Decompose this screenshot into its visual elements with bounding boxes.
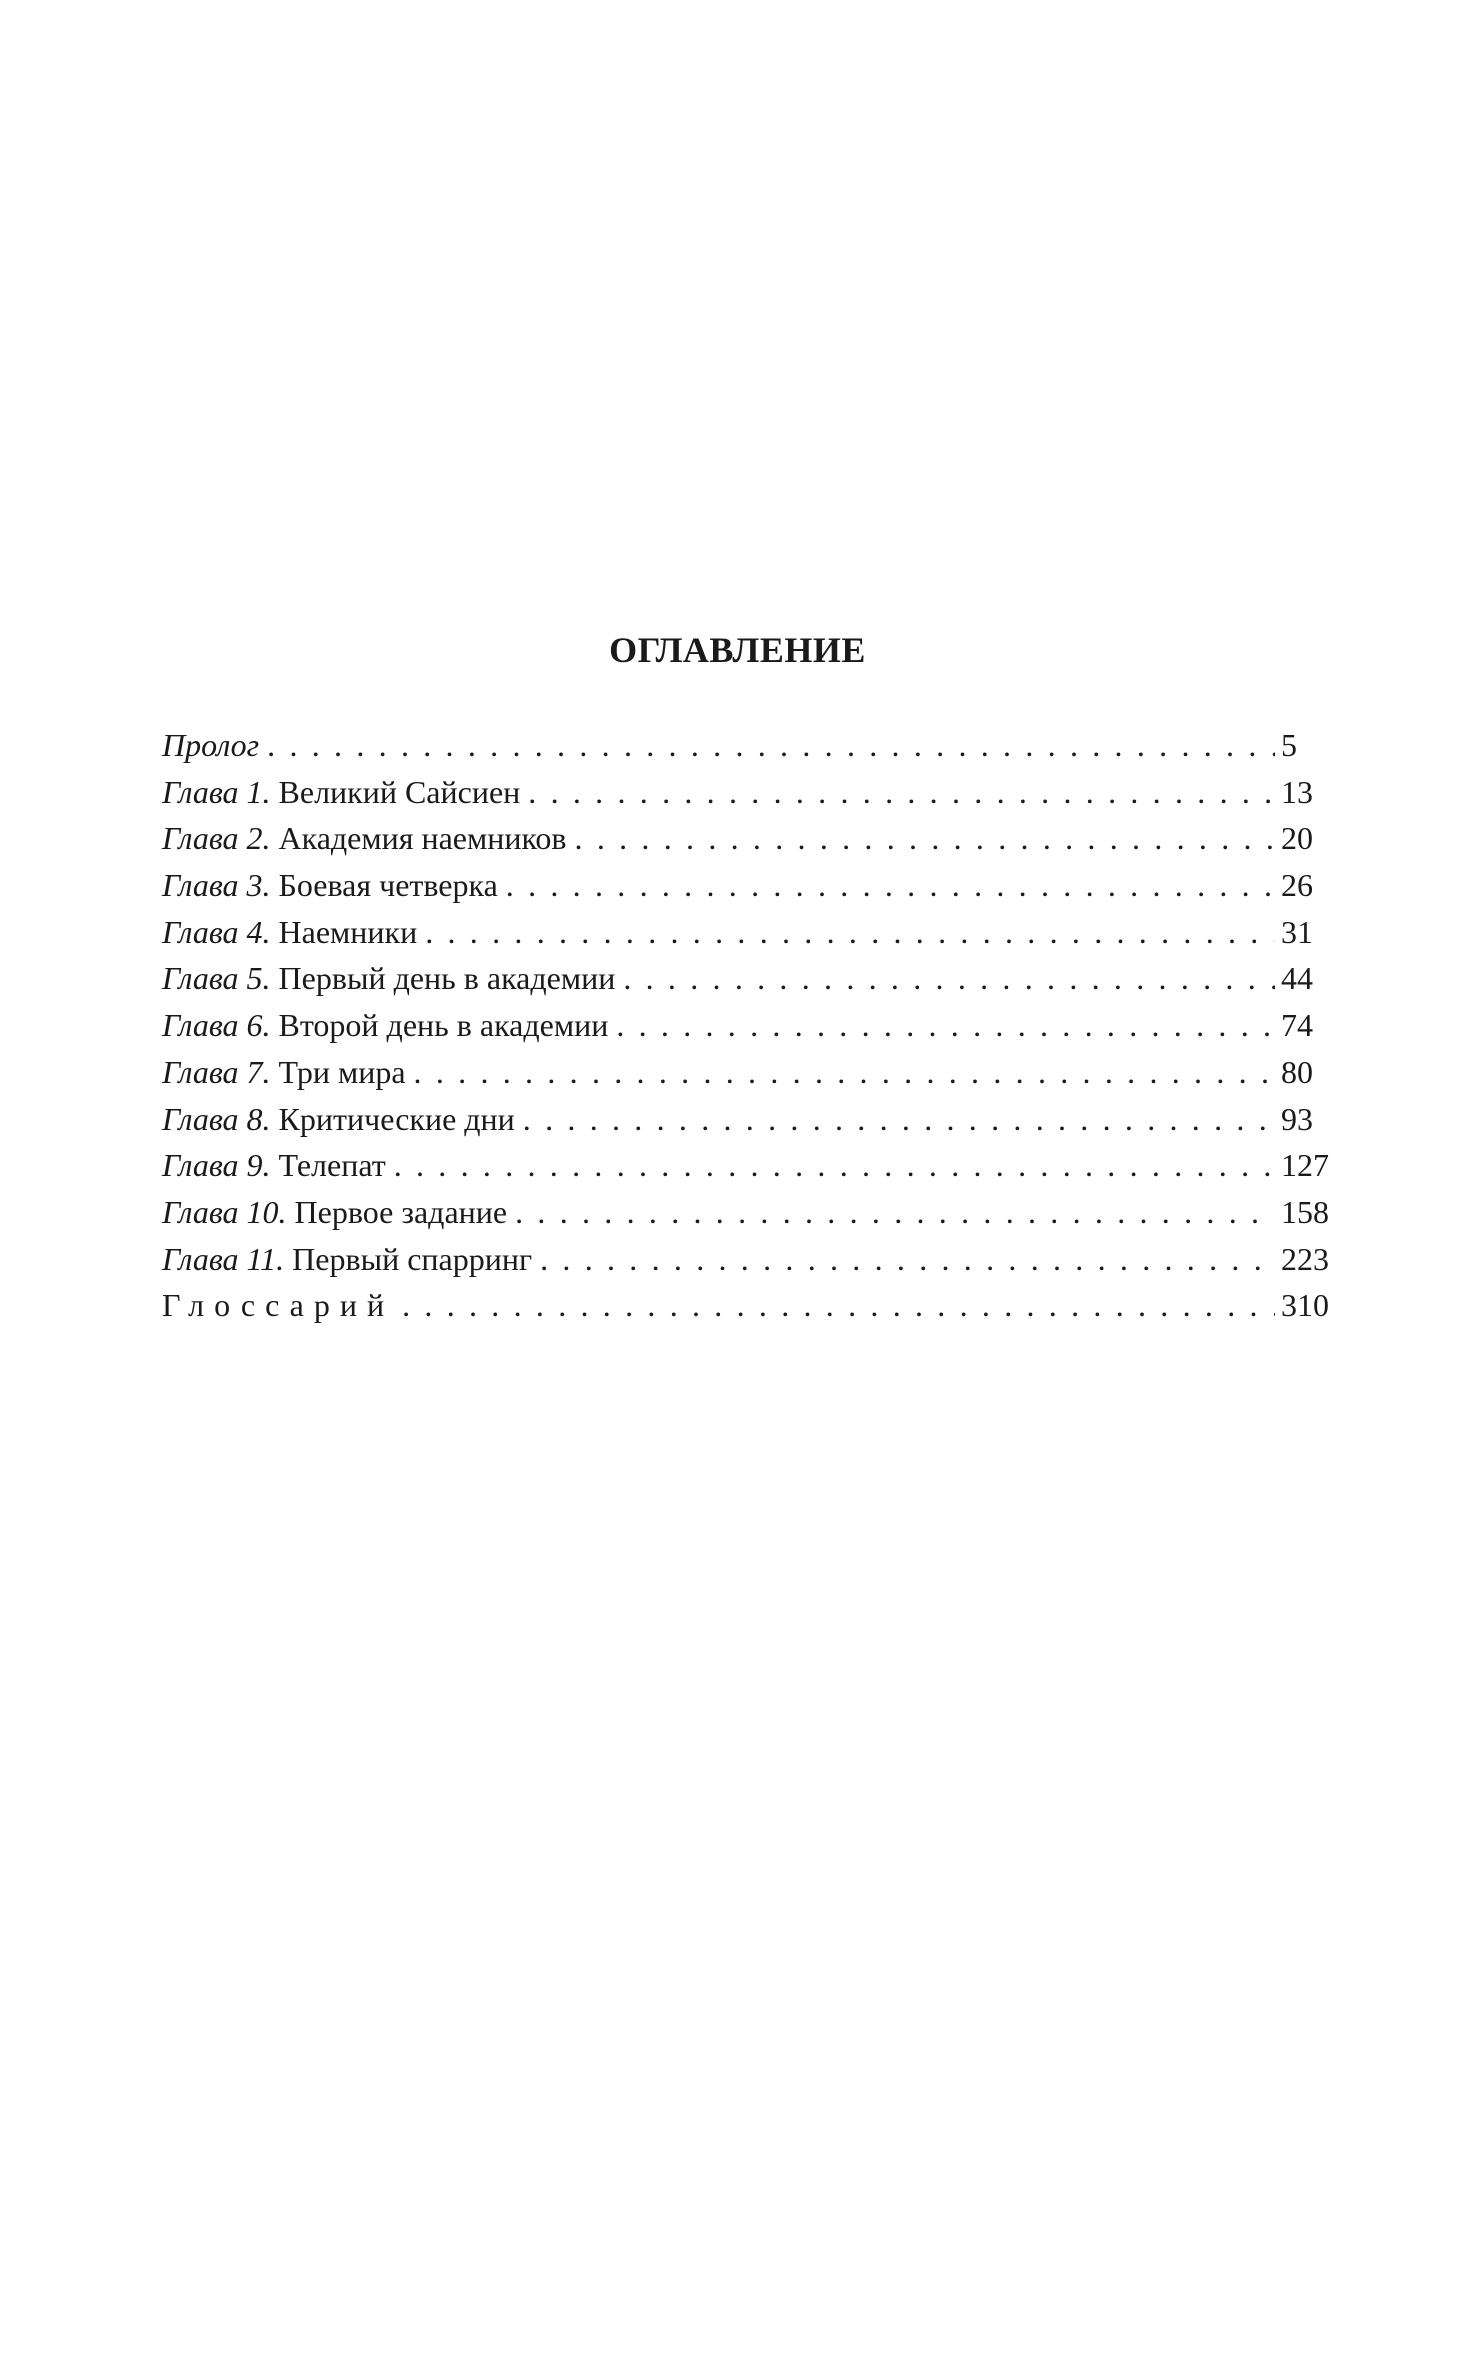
toc-entry-prefix: Глава 6. [162,1007,271,1044]
toc-dot-leader [506,862,1275,909]
toc-dot-leader [394,1142,1275,1189]
toc-entry-title [162,909,417,956]
toc-entry [162,815,1337,862]
toc-entry-name: Второй день в академии [278,1007,609,1044]
toc-entry-prefix: Глава 10. [162,1193,287,1230]
toc-entry-prefix: Глава 2. [162,820,271,857]
toc-entry [162,1049,1337,1096]
toc-dot-leader [425,909,1275,956]
toc-entry-name: Критические дни [278,1100,515,1137]
toc-dot-leader [402,1282,1275,1329]
toc-entry-page: 44 [1281,960,1313,997]
toc-entry-name: Первый день в академии [278,960,616,997]
toc-entry-title [162,722,259,769]
toc-entry-prefix: Глава 9. [162,1147,271,1184]
toc-entry-page: 158 [1281,1193,1329,1230]
toc-entry-title [162,1049,406,1096]
toc-entry-page: 31 [1281,913,1313,950]
toc-entry [162,862,1337,909]
toc-entry-title [162,1189,507,1236]
toc-entry-page: 13 [1281,773,1313,810]
toc-entry [162,1096,1337,1143]
toc-entry-page: 74 [1281,1007,1313,1044]
toc-entry-title: Глоссарий [162,1287,395,1324]
toc-entry-name: Первое задание [294,1193,508,1230]
toc-entry-title [162,1096,515,1143]
toc-entry-prefix: Глава 5. [162,960,271,997]
toc-entry [162,1189,1337,1236]
toc-entry-name: Великий Сайсиен [278,773,521,810]
toc-entry-title [162,862,498,909]
toc-entry-title [162,955,615,1002]
toc-entry-prefix: Глава 1. [162,773,271,810]
toc-entry-title [162,1142,386,1189]
toc-entry-name: Три мира [278,1053,406,1090]
toc-entry [162,1002,1337,1049]
toc-dot-leader [267,722,1275,769]
toc-entry [162,722,1337,769]
toc-entry-page: 80 [1281,1053,1313,1090]
toc-dot-leader [575,815,1275,862]
toc-entry [162,1236,1337,1283]
toc-dot-leader [523,1096,1275,1143]
toc-entry [162,1142,1337,1189]
toc-entry [162,909,1337,956]
toc-entry-prefix: Пролог [162,727,260,763]
toc-entry-prefix: Глава 8. [162,1100,271,1137]
toc-heading: ОГЛАВЛЕНИЕ [609,630,866,670]
toc-entry-page: 26 [1281,867,1313,904]
toc-entry-prefix: Глава 3. [162,867,271,904]
toc-entry-name: Боевая четверка [278,867,498,904]
toc-entry-title [162,1002,608,1049]
toc-entry-title [162,1236,532,1283]
toc-entry-title [162,815,567,862]
toc-entry-page: 223 [1281,1240,1329,1277]
toc-entry-title [162,769,520,816]
toc-entry [162,769,1337,816]
toc-entry-name: Первый спарринг [292,1240,533,1277]
toc-entry-name: Академия наемников [278,820,567,857]
toc-entry-prefix: Глава 4. [162,913,271,950]
toc-dot-leader [414,1049,1275,1096]
toc-entry-page: 310 [1281,1287,1329,1324]
toc-entry-page: 127 [1281,1147,1329,1184]
toc-entry-page: 93 [1281,1100,1313,1137]
toc-entry-name: Наемники [278,913,418,950]
toc-dot-leader [623,955,1275,1002]
toc-dot-leader [528,769,1275,816]
toc-dot-leader [616,1002,1275,1049]
toc-entry-page: 5 [1281,727,1297,763]
toc-dot-leader [540,1236,1275,1283]
toc-entry-prefix: Глава 11. [162,1240,285,1277]
toc-entry-prefix: Глава 7. [162,1053,271,1090]
toc-entry-name: Телепат [278,1147,386,1184]
toc-dot-leader [515,1189,1275,1236]
toc-entry-page: 20 [1281,820,1313,857]
toc-list [162,722,1337,1329]
toc-entry [162,1282,1337,1329]
toc-entry [162,955,1337,1002]
